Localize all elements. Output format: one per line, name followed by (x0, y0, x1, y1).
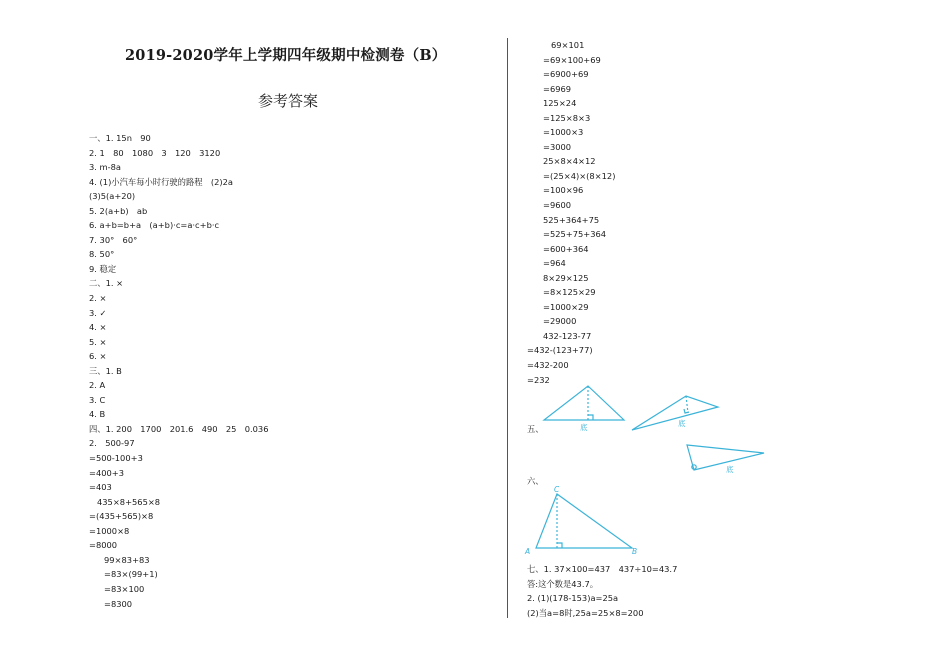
answer-line: (2)当a=8时,25a=25×8=200 (527, 607, 644, 618)
base-label: 底 (726, 465, 734, 474)
answer-line: 一、1. 15n 90 (89, 133, 151, 143)
section-five-label: 五、 (527, 424, 544, 434)
answer-line: 答:这个数是43.7。 (527, 578, 599, 589)
point-label-b: B (632, 547, 638, 556)
section-six-label: 六、 (527, 476, 544, 486)
answer-line: 二、1. × (89, 278, 124, 289)
answer-line: 9. 稳定 (89, 263, 117, 274)
answer-line: =83×100 (104, 583, 145, 594)
answer-line: =6969 (543, 83, 572, 94)
answer-line: =525+75+364 (543, 229, 607, 240)
answer-line: =69×100+69 (543, 54, 601, 65)
answer-line: 三、1. B (89, 365, 122, 376)
answer-line: =232 (527, 374, 550, 385)
answer-line: =400+3 (89, 467, 125, 478)
answer-line: 99×83+83 (104, 554, 150, 565)
height-line (686, 396, 688, 413)
right-angle-mark (557, 543, 562, 548)
answer-line: =500-100+3 (89, 453, 143, 464)
answer-line: 3. ✓ (89, 307, 107, 318)
answer-line: =8300 (104, 598, 133, 609)
answer-line: 3. m-8a (89, 162, 121, 173)
page-title: 2019-2020学年上学期四年级期中检测卷（B） (125, 47, 447, 64)
section-seven-answers (527, 562, 677, 620)
right-angle-mark (684, 409, 689, 413)
answer-line: 2. 1 80 1080 3 120 3120 (89, 147, 221, 158)
answer-line: 4. B (89, 409, 106, 420)
answer-line: =9600 (543, 200, 572, 211)
answer-line: 七、1. 37×100=437 437÷10=43.7 (527, 564, 678, 574)
answer-line: (3)5(a+20) (89, 191, 136, 202)
triangle-abc (536, 494, 632, 548)
answer-line: =8000 (89, 540, 118, 551)
answer-line: 8×29×125 (543, 272, 589, 283)
answer-line: =3000 (543, 141, 572, 152)
answer-line: =100×96 (543, 185, 584, 196)
answer-line: =(25×4)×(8×12) (543, 170, 616, 181)
point-label-a: A (525, 547, 531, 556)
answer-line: =1000×3 (543, 127, 584, 138)
answer-line: 5. × (89, 336, 107, 347)
answer-line: =1000×8 (89, 525, 130, 536)
answer-line: 4. × (89, 322, 107, 333)
answer-line: 2. 500-97 (89, 438, 135, 449)
answer-line: 432-123-77 (543, 330, 592, 341)
answer-line: =432-200 (527, 360, 569, 371)
answer-line: 6. × (89, 351, 107, 362)
answer-line: 25×8×4×12 (543, 156, 596, 167)
answer-line: =403 (89, 482, 112, 493)
answer-line: 3. C (89, 394, 106, 405)
answer-line: 5. 2(a+b) ab (89, 205, 148, 216)
answer-line: 69×101 (551, 40, 585, 50)
answer-line: 2. A (89, 380, 106, 391)
answer-line: 2. × (89, 293, 107, 304)
answer-line: =8×125×29 (543, 287, 596, 298)
right-angle-mark (588, 415, 593, 420)
triangle-figure (632, 396, 718, 430)
answer-line: 525+364+75 (543, 214, 600, 225)
triangle-figure (544, 386, 624, 420)
answer-line: 6. a+b=b+a (a+b)·c=a·c+b·c (89, 220, 220, 231)
answer-line: =432-(123+77) (527, 345, 593, 356)
answer-line: =29000 (543, 316, 577, 327)
answer-line: =600+364 (543, 243, 589, 254)
answer-line: =125×8×3 (543, 112, 591, 123)
answer-line: 7. 30° 60° (89, 234, 138, 245)
page-subtitle: 参考答案 (258, 92, 319, 110)
answer-line: 四、1. 200 1700 201.6 490 25 0.036 (89, 423, 269, 434)
answer-line: 4. (1)小汽车每小时行驶的路程 (2)2a (89, 176, 233, 187)
answer-line: =1000×29 (543, 301, 589, 312)
answer-line: =(435+565)×8 (89, 511, 154, 522)
base-label: 底 (580, 423, 588, 432)
answer-line: =83×(99+1) (104, 569, 158, 580)
answer-line: 8. 50° (89, 249, 115, 260)
answer-line: 125×24 (543, 98, 577, 109)
answer-line: 435×8+565×8 (97, 496, 161, 507)
base-label: 底 (678, 419, 686, 428)
answer-line: =6900+69 (543, 69, 589, 80)
answer-line: 2. (1)(178-153)a=25a (527, 593, 619, 604)
point-label-c: C (554, 485, 560, 494)
answer-line: =964 (543, 258, 566, 269)
